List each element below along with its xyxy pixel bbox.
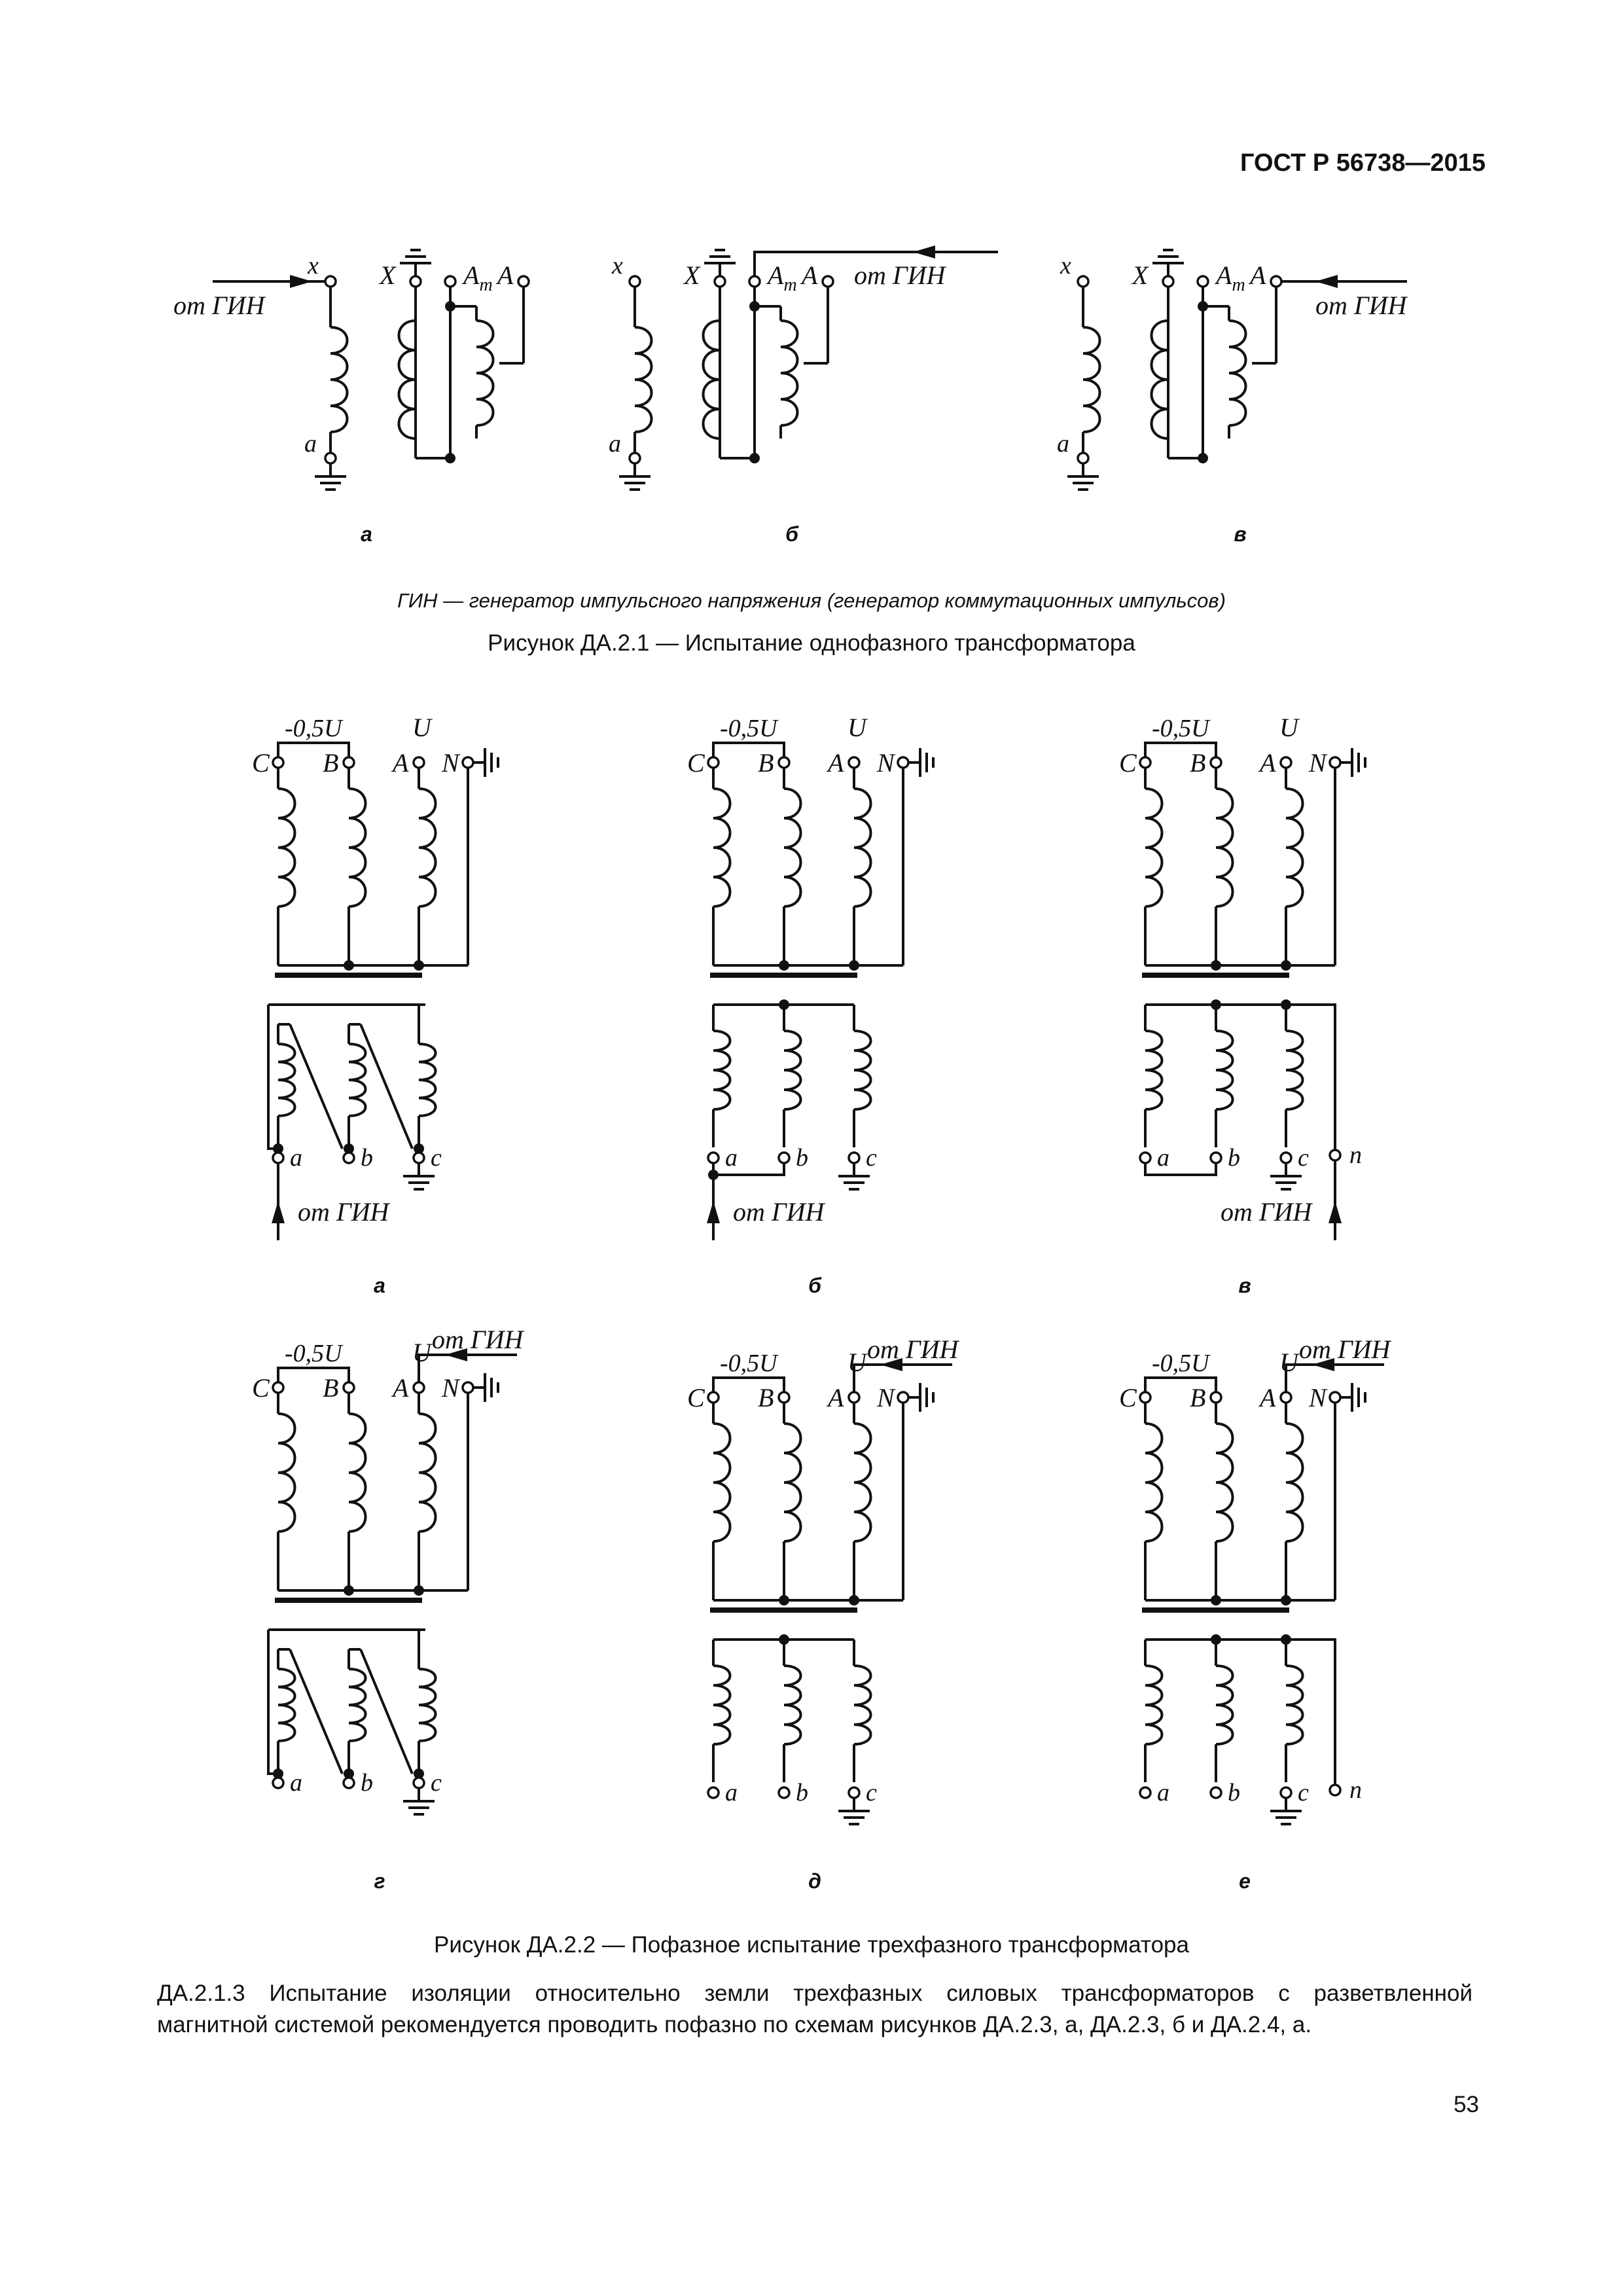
lv-label-b: b: [796, 1144, 808, 1172]
label-Am: $A_m$: [768, 260, 797, 295]
hv-winding-coil: [349, 789, 366, 906]
hv-winding-coil: [1145, 789, 1162, 906]
fig2-panel-label-c: в: [1238, 1274, 1251, 1297]
hv-winding-coil: [278, 789, 295, 906]
hv-terminal-C: [708, 757, 719, 768]
hv-label-N: N: [877, 1383, 895, 1412]
hv-winding-coil: [704, 321, 721, 439]
fig2-panel-label-f: е: [1239, 1869, 1251, 1893]
tap-winding-coil: [1229, 321, 1246, 425]
delta-link: [290, 1649, 342, 1774]
source-label: от ГИН: [1221, 1197, 1312, 1227]
source-lead: [419, 1355, 517, 1382]
hv-label-C: C: [252, 748, 270, 778]
hv-label-A: A: [393, 1373, 409, 1403]
hv-label-C: C: [687, 1383, 705, 1412]
tap-winding-coil: [476, 321, 493, 425]
lv-label-a: a: [1157, 1779, 1169, 1806]
lv-bridge: [1145, 1163, 1216, 1175]
hv-terminal-A: [1281, 757, 1291, 768]
terminal-a: [325, 453, 336, 463]
junction-dot: [414, 960, 424, 971]
lv-label-c: c: [431, 1144, 442, 1172]
label-x: x: [1060, 252, 1071, 279]
junction-dot: [849, 960, 859, 971]
hv-terminal-A: [849, 757, 859, 768]
label-x: x: [308, 252, 319, 279]
junction-dot: [779, 1595, 789, 1605]
terminal-Am: [749, 276, 760, 287]
delta-link: [268, 1005, 278, 1149]
hv-label-A: A: [828, 748, 844, 778]
hv-terminal-B: [1211, 757, 1221, 768]
lv-winding-coil: [349, 1669, 366, 1741]
lv-terminal-b: [344, 1778, 354, 1788]
terminal-X: [1163, 276, 1173, 287]
voltage-low-label: -0,5U: [720, 715, 777, 742]
hv-terminal-B: [344, 757, 354, 768]
label-x: x: [612, 252, 623, 279]
lv-winding-coil: [278, 1669, 295, 1741]
hv-terminal-N: [898, 757, 908, 768]
junction-dot: [1281, 1595, 1291, 1605]
hv-winding-coil: [854, 789, 871, 906]
terminal-x: [325, 276, 336, 287]
hv-winding-coil: [278, 1414, 295, 1532]
lv-label-a: a: [290, 1144, 302, 1172]
hv-terminal-A: [849, 1392, 859, 1403]
lv-winding-coil: [278, 1044, 295, 1116]
label-X: X: [684, 260, 700, 290]
label-X: X: [380, 260, 396, 290]
terminal-Am: [445, 276, 455, 287]
lv-terminal-n: [1330, 1785, 1340, 1795]
neutral-lead: [1286, 1005, 1335, 1150]
hv-terminal-N: [463, 1382, 473, 1393]
lv-terminal-a: [414, 1778, 424, 1788]
hv-label-B: B: [1190, 1383, 1206, 1412]
hv-winding-coil: [713, 789, 730, 906]
fig1-caption: Рисунок ДА.2.1 — Испытание однофазного трансформатора: [488, 630, 1135, 656]
lv-terminal-a: [849, 1787, 859, 1798]
hv-label-C: C: [1119, 1383, 1137, 1412]
lv-terminal-b: [779, 1153, 789, 1163]
lv-winding-coil: [635, 327, 652, 432]
lv-label-a: a: [1157, 1144, 1169, 1172]
hv-label-B: B: [1190, 748, 1206, 778]
hv-terminal-C: [708, 1392, 719, 1403]
hv-label-N: N: [442, 1373, 459, 1403]
hv-label-B: B: [758, 1383, 774, 1412]
hv-winding-coil: [713, 1424, 730, 1541]
hv-winding-coil: [784, 1424, 801, 1541]
source-label: от ГИН: [867, 1335, 959, 1364]
arrow-icon: [913, 245, 935, 259]
hv-winding-coil: [1286, 1424, 1303, 1541]
hv-label-B: B: [758, 748, 774, 778]
lv-winding-coil: [784, 1031, 801, 1109]
junction-dot: [1281, 960, 1291, 971]
junction-dot: [1211, 1595, 1221, 1605]
fig2-panel-label-d: г: [374, 1869, 385, 1893]
voltage-high-label: U: [847, 1348, 866, 1377]
hv-winding-coil: [419, 1414, 436, 1532]
lv-terminal-n: [1330, 1150, 1340, 1160]
lv-winding-coil: [1216, 1666, 1233, 1744]
hv-terminal-C: [273, 757, 283, 768]
hv-terminal-A: [414, 757, 424, 768]
lv-terminal-c: [708, 1787, 719, 1798]
lv-label-b: b: [1228, 1779, 1240, 1806]
hv-label-N: N: [1309, 748, 1327, 778]
lv-winding-coil: [854, 1666, 871, 1744]
hv-terminal-C: [1140, 757, 1150, 768]
source-label: от ГИН: [1315, 291, 1407, 320]
lv-label-a: a: [725, 1779, 738, 1806]
hv-label-B: B: [323, 1373, 339, 1403]
hv-label-A: A: [1260, 1383, 1276, 1412]
hv-label-A: A: [1260, 748, 1276, 778]
lv-label-a: a: [290, 1769, 302, 1797]
fig2-caption: Рисунок ДА.2.2 — Пофазное испытание трехфазного трансформатора: [434, 1932, 1189, 1958]
hv-terminal-B: [344, 1382, 354, 1393]
source-label: от ГИН: [854, 260, 946, 290]
terminal-x: [1078, 276, 1088, 287]
hv-winding-coil: [399, 321, 416, 439]
lv-label-b: b: [796, 1779, 808, 1806]
hv-terminal-N: [1330, 757, 1340, 768]
lv-label-n: n: [1349, 1776, 1362, 1804]
lv-label-c: c: [1298, 1779, 1309, 1806]
lv-terminal-c: [1140, 1787, 1150, 1798]
lv-label-c: c: [866, 1144, 877, 1172]
lv-winding-coil: [1216, 1031, 1233, 1109]
lv-winding-coil: [1145, 1031, 1162, 1109]
lv-label-c: c: [1298, 1144, 1309, 1172]
hv-label-N: N: [442, 748, 459, 778]
lv-label-b: b: [1228, 1144, 1240, 1172]
voltage-high-label: U: [1279, 1348, 1298, 1377]
hv-terminal-C: [273, 1382, 283, 1393]
tap-winding-coil: [781, 321, 798, 425]
lv-label-n: n: [1349, 1141, 1362, 1169]
hv-winding-coil: [1216, 1424, 1233, 1541]
lv-label-a: a: [725, 1144, 738, 1172]
page-number: 53: [1454, 2092, 1479, 2117]
hv-winding-coil: [1145, 1424, 1162, 1541]
hv-label-A: A: [828, 1383, 844, 1412]
arrow-icon: [1329, 1201, 1342, 1223]
terminal-Am: [1198, 276, 1208, 287]
hv-winding-coil: [1216, 789, 1233, 906]
hv-winding-coil: [854, 1424, 871, 1541]
voltage-low-label: -0,5U: [1152, 1350, 1209, 1377]
hv-winding-coil: [349, 1414, 366, 1532]
junction-dot: [344, 1585, 354, 1596]
voltage-low-label: -0,5U: [720, 1350, 777, 1377]
hv-terminal-C: [1140, 1392, 1150, 1403]
lv-terminal-b: [1211, 1787, 1221, 1798]
arrow-icon: [1315, 275, 1338, 288]
hv-label-N: N: [1309, 1383, 1327, 1412]
junction-dot: [414, 1585, 424, 1596]
label-X: X: [1132, 260, 1149, 290]
hv-label-C: C: [252, 1373, 270, 1403]
delta-link: [361, 1024, 412, 1149]
label-a: a: [1057, 430, 1069, 457]
fig1-panel-label-c: в: [1234, 522, 1247, 546]
lv-terminal-a: [849, 1153, 859, 1163]
terminal-X: [715, 276, 725, 287]
fig2-panel-label-a: а: [374, 1274, 385, 1297]
hv-terminal-N: [898, 1392, 908, 1403]
hv-label-C: C: [687, 748, 705, 778]
junction-dot: [1211, 960, 1221, 971]
terminal-A: [518, 276, 529, 287]
fig1-panel-label-a: а: [361, 522, 372, 546]
fig2-panel-label-e: д: [808, 1869, 821, 1893]
voltage-low-label: -0,5U: [285, 715, 342, 742]
hv-terminal-B: [779, 1392, 789, 1403]
lv-winding-coil: [1145, 1666, 1162, 1744]
lv-terminal-b: [779, 1787, 789, 1798]
lv-label-b: b: [361, 1769, 373, 1797]
lv-terminal-c: [273, 1778, 283, 1788]
voltage-high-label: U: [412, 1338, 431, 1367]
source-label: от ГИН: [298, 1197, 389, 1227]
lv-winding-coil: [1083, 327, 1100, 432]
lv-winding-coil: [349, 1044, 366, 1116]
hv-terminal-A: [414, 1382, 424, 1393]
lv-terminal-a: [1281, 1153, 1291, 1163]
label-A: A: [1250, 260, 1266, 290]
junction-dot: [779, 960, 789, 971]
lv-label-c: c: [866, 1779, 877, 1806]
lv-terminal-c: [1140, 1153, 1150, 1163]
voltage-high-label: U: [847, 713, 866, 742]
fig1-abbreviation-note: ГИН — генератор импульсного напряжения (генератор коммутационных импульсов): [397, 589, 1226, 612]
source-label: от ГИН: [733, 1197, 825, 1227]
lv-bridge: [713, 1163, 784, 1175]
terminal-a: [630, 453, 640, 463]
standard-number: ГОСТ Р 56738—2015: [1240, 149, 1486, 177]
voltage-high-label: U: [1279, 713, 1298, 742]
lv-winding-coil: [1286, 1031, 1303, 1109]
body-paragraph-line-1: ДА.2.1.3 Испытание изоляции относительно земли трехфазных силовых трансформаторов с разветвленной: [157, 1981, 1472, 2006]
source-label: от ГИН: [173, 291, 265, 320]
lv-terminal-a: [414, 1153, 424, 1163]
neutral-lead: [1286, 1640, 1335, 1785]
lv-terminal-c: [273, 1153, 283, 1163]
arrow-icon: [272, 1201, 285, 1223]
delta-link: [361, 1649, 412, 1774]
lv-label-b: b: [361, 1144, 373, 1172]
hv-label-A: A: [393, 748, 409, 778]
hv-label-C: C: [1119, 748, 1137, 778]
source-label: от ГИН: [1299, 1335, 1391, 1364]
hv-terminal-N: [463, 757, 473, 768]
hv-label-N: N: [877, 748, 895, 778]
junction-dot: [849, 1595, 859, 1605]
label-A: A: [497, 260, 514, 290]
terminal-X: [410, 276, 421, 287]
voltage-low-label: -0,5U: [1152, 715, 1209, 742]
delta-link: [268, 1630, 278, 1774]
hv-winding-coil: [1152, 321, 1169, 439]
hv-winding-coil: [1286, 789, 1303, 906]
lv-terminal-c: [708, 1153, 719, 1163]
lv-winding-coil: [419, 1044, 436, 1116]
arrow-icon: [707, 1201, 720, 1223]
terminal-A: [1271, 276, 1281, 287]
hv-terminal-B: [779, 757, 789, 768]
lv-winding-coil: [1286, 1666, 1303, 1744]
lv-winding-coil: [330, 327, 348, 432]
terminal-a: [1078, 453, 1088, 463]
terminal-A: [823, 276, 833, 287]
hv-terminal-N: [1330, 1392, 1340, 1403]
label-Am: $A_m$: [463, 260, 493, 295]
voltage-high-label: U: [412, 713, 431, 742]
label-A: A: [802, 260, 818, 290]
hv-label-B: B: [323, 748, 339, 778]
hv-terminal-B: [1211, 1392, 1221, 1403]
lv-winding-coil: [713, 1666, 730, 1744]
body-paragraph-line-2: магнитной системой рекомендуется проводить пофазно по схемам рисунков ДА.2.3, а, ДА.2.3, б и ДА.2.4, а.: [157, 2012, 1312, 2037]
label-Am: $A_m$: [1216, 260, 1245, 295]
lv-winding-coil: [419, 1669, 436, 1741]
label-a: a: [304, 430, 317, 457]
label-a: a: [609, 430, 621, 457]
source-label: от ГИН: [432, 1325, 524, 1354]
lv-winding-coil: [784, 1666, 801, 1744]
hv-winding-coil: [784, 789, 801, 906]
lv-terminal-b: [344, 1153, 354, 1163]
hv-terminal-A: [1281, 1392, 1291, 1403]
lv-terminal-a: [1281, 1787, 1291, 1798]
lv-winding-coil: [854, 1031, 871, 1109]
voltage-low-label: -0,5U: [285, 1340, 342, 1367]
source-lead: [1286, 1365, 1384, 1392]
lv-label-c: c: [431, 1769, 442, 1797]
delta-link: [290, 1024, 342, 1149]
hv-winding-coil: [419, 789, 436, 906]
fig2-panel-label-b: б: [808, 1274, 821, 1297]
lv-terminal-b: [1211, 1153, 1221, 1163]
lv-winding-coil: [713, 1031, 730, 1109]
source-lead: [854, 1365, 952, 1392]
terminal-x: [630, 276, 640, 287]
junction-dot: [344, 960, 354, 971]
fig1-panel-label-b: б: [785, 522, 798, 546]
